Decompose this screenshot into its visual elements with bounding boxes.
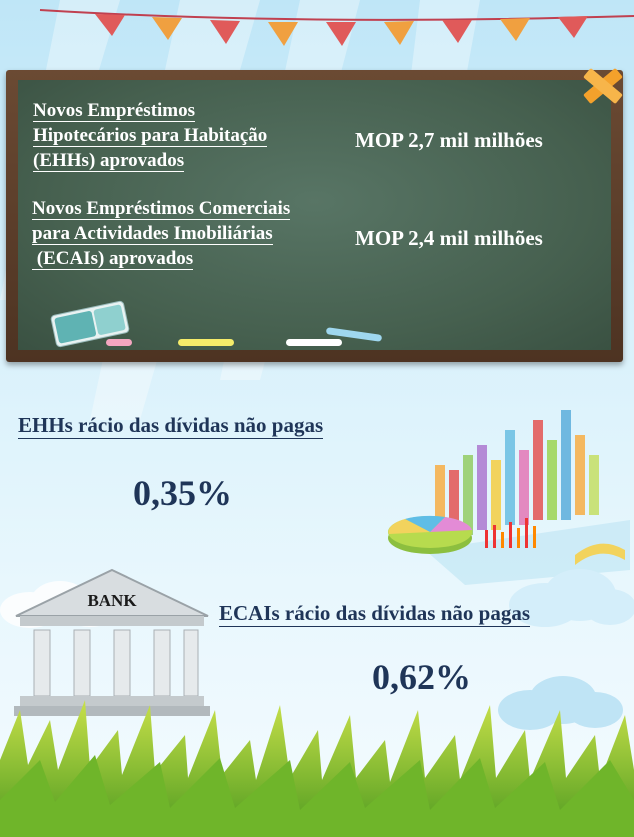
ecai-ratio-title: ECAIs rácio das dívidas não pagas [219,601,530,625]
bank-sign-text: BANK [87,591,137,610]
ecai-approved-label [32,196,290,271]
ehh-approved-label [33,98,267,173]
label-line: Novos Empréstimos [33,100,196,121]
ecai-ratio-value: 0,62% [372,657,471,697]
bunting-flags-icon [0,0,634,60]
bar-chart-pie-illustration [385,410,630,585]
label-line: Novos Empréstimos Comerciais [32,198,291,219]
label-line: para Actividades Imobiliárias [32,223,273,244]
label-line: (ECAIs) aprovados [32,248,194,269]
ehh-ratio-value: 0,35% [133,473,232,513]
ehh-ratio-title: EHHs rácio das dívidas não pagas [18,413,324,437]
ecai-approved-value: MOP 2,4 mil milhões [355,226,543,250]
tape-icon [578,60,628,112]
label-line: (EHHs) aprovados [33,150,185,171]
chalk-icon [106,339,132,346]
grass-icon [0,690,634,837]
chalk-icon [286,339,342,346]
label-line: Hipotecários para Habitação [33,125,268,146]
ehh-approved-value: MOP 2,7 mil milhões [355,128,543,152]
chalk-icon [178,339,234,346]
